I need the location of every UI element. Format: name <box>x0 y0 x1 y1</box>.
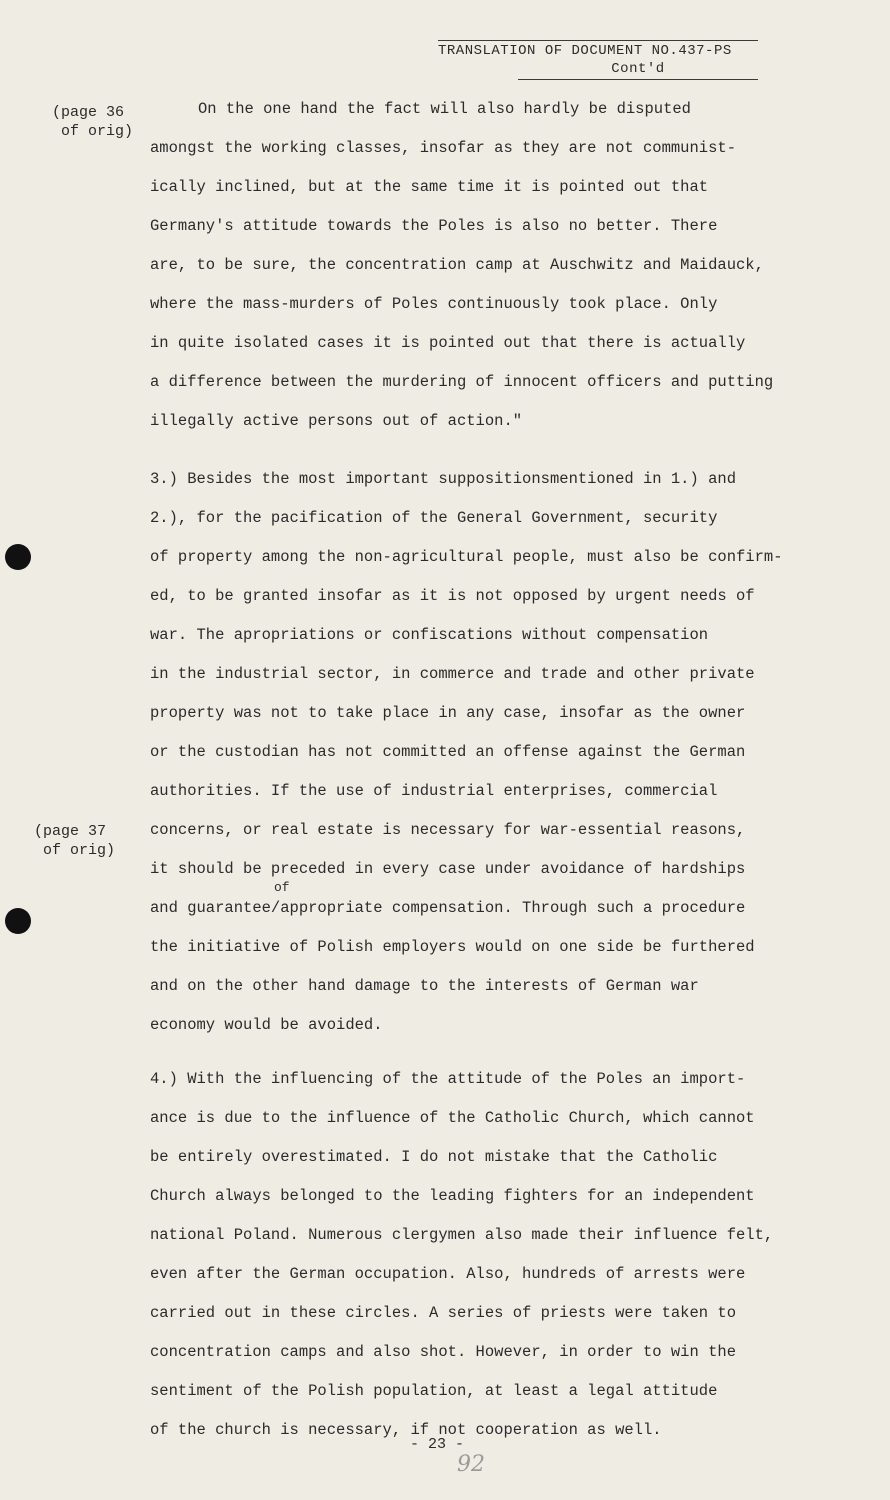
text-line: concerns, or real estate is necessary for war-essential reasons, <box>150 821 746 839</box>
handwritten-number: 92 <box>457 1452 485 1477</box>
text-line: ance is due to the influence of the Catholic Church, which cannot <box>150 1109 755 1127</box>
paragraph-1 <box>150 90 810 441</box>
text-line: Germany's attitude towards the Poles is also no better. There <box>150 217 718 235</box>
header-subtitle: Cont'd <box>518 61 758 80</box>
text-line: On the one hand the fact will also hardly be disputed <box>198 100 691 118</box>
text-line: ically inclined, but at the same time it is pointed out that <box>150 178 709 196</box>
text-line: and guarantee/appropriate compensation. Through such a procedure <box>150 899 746 917</box>
paragraph-3 <box>150 1060 810 1450</box>
text-line: carried out in these circles. A series of priests were taken to <box>150 1304 736 1322</box>
text-line: 3.) Besides the most important suppositionsmentioned in 1.) and <box>150 470 736 488</box>
text-line: of the church is necessary, if not cooperation as well. <box>150 1421 662 1439</box>
text-line: amongst the working classes, insofar as they are not communist- <box>150 139 736 157</box>
text-line: property was not to take place in any case, insofar as the owner <box>150 704 746 722</box>
text-line: national Poland. Numerous clergymen also made their influence felt, <box>150 1226 774 1244</box>
text-line: of property among the non-agricultural people, must also be confirm- <box>150 548 783 566</box>
text-line: in quite isolated cases it is pointed out that there is actually <box>150 334 746 352</box>
text-line: the initiative of Polish employers would on one side be furthered <box>150 938 755 956</box>
text-line: 2.), for the pacification of the General Government, security <box>150 509 718 527</box>
header-title: TRANSLATION OF DOCUMENT NO.437-PS <box>438 40 758 59</box>
text-line: sentiment of the Polish population, at least a legal attitude <box>150 1382 718 1400</box>
text-line: be entirely overestimated. I do not mistake that the Catholic <box>150 1148 718 1166</box>
text-line: or the custodian has not committed an offense against the German <box>150 743 746 761</box>
margin-note-page-37: (page 37 of orig) <box>34 823 116 859</box>
text-line: and on the other hand damage to the interests of German war <box>150 977 699 995</box>
document-header <box>438 40 758 80</box>
text-line: authorities. If the use of industrial enterprises, commercial <box>150 782 718 800</box>
paragraph-2 <box>150 460 810 1045</box>
inserted-word-of: of <box>274 880 290 895</box>
text-line: are, to be sure, the concentration camp at Auschwitz and Maidauck, <box>150 256 764 274</box>
text-line: economy would be avoided. <box>150 1016 383 1034</box>
text-line: a difference between the murdering of innocent officers and putting <box>150 373 774 391</box>
punch-hole <box>5 908 31 934</box>
margin-note-page-36: (page 36 of orig) <box>52 104 134 140</box>
text-line: ed, to be granted insofar as it is not opposed by urgent needs of <box>150 587 755 605</box>
text-line: concentration camps and also shot. However, in order to win the <box>150 1343 736 1361</box>
text-line: in the industrial sector, in commerce and trade and other private <box>150 665 755 683</box>
text-line: where the mass-murders of Poles continuously took place. Only <box>150 295 718 313</box>
text-line: it should be preceded in every case under avoidance of hardships <box>150 860 746 878</box>
text-line: even after the German occupation. Also, hundreds of arrests were <box>150 1265 746 1283</box>
punch-hole <box>5 544 31 570</box>
text-line: war. The apropriations or confiscations without compensation <box>150 626 709 644</box>
text-line: illegally active persons out of action." <box>150 412 523 430</box>
page-number: - 23 - <box>410 1436 465 1453</box>
text-line: Church always belonged to the leading fighters for an independent <box>150 1187 755 1205</box>
text-line: 4.) With the influencing of the attitude of the Poles an import- <box>150 1070 746 1088</box>
